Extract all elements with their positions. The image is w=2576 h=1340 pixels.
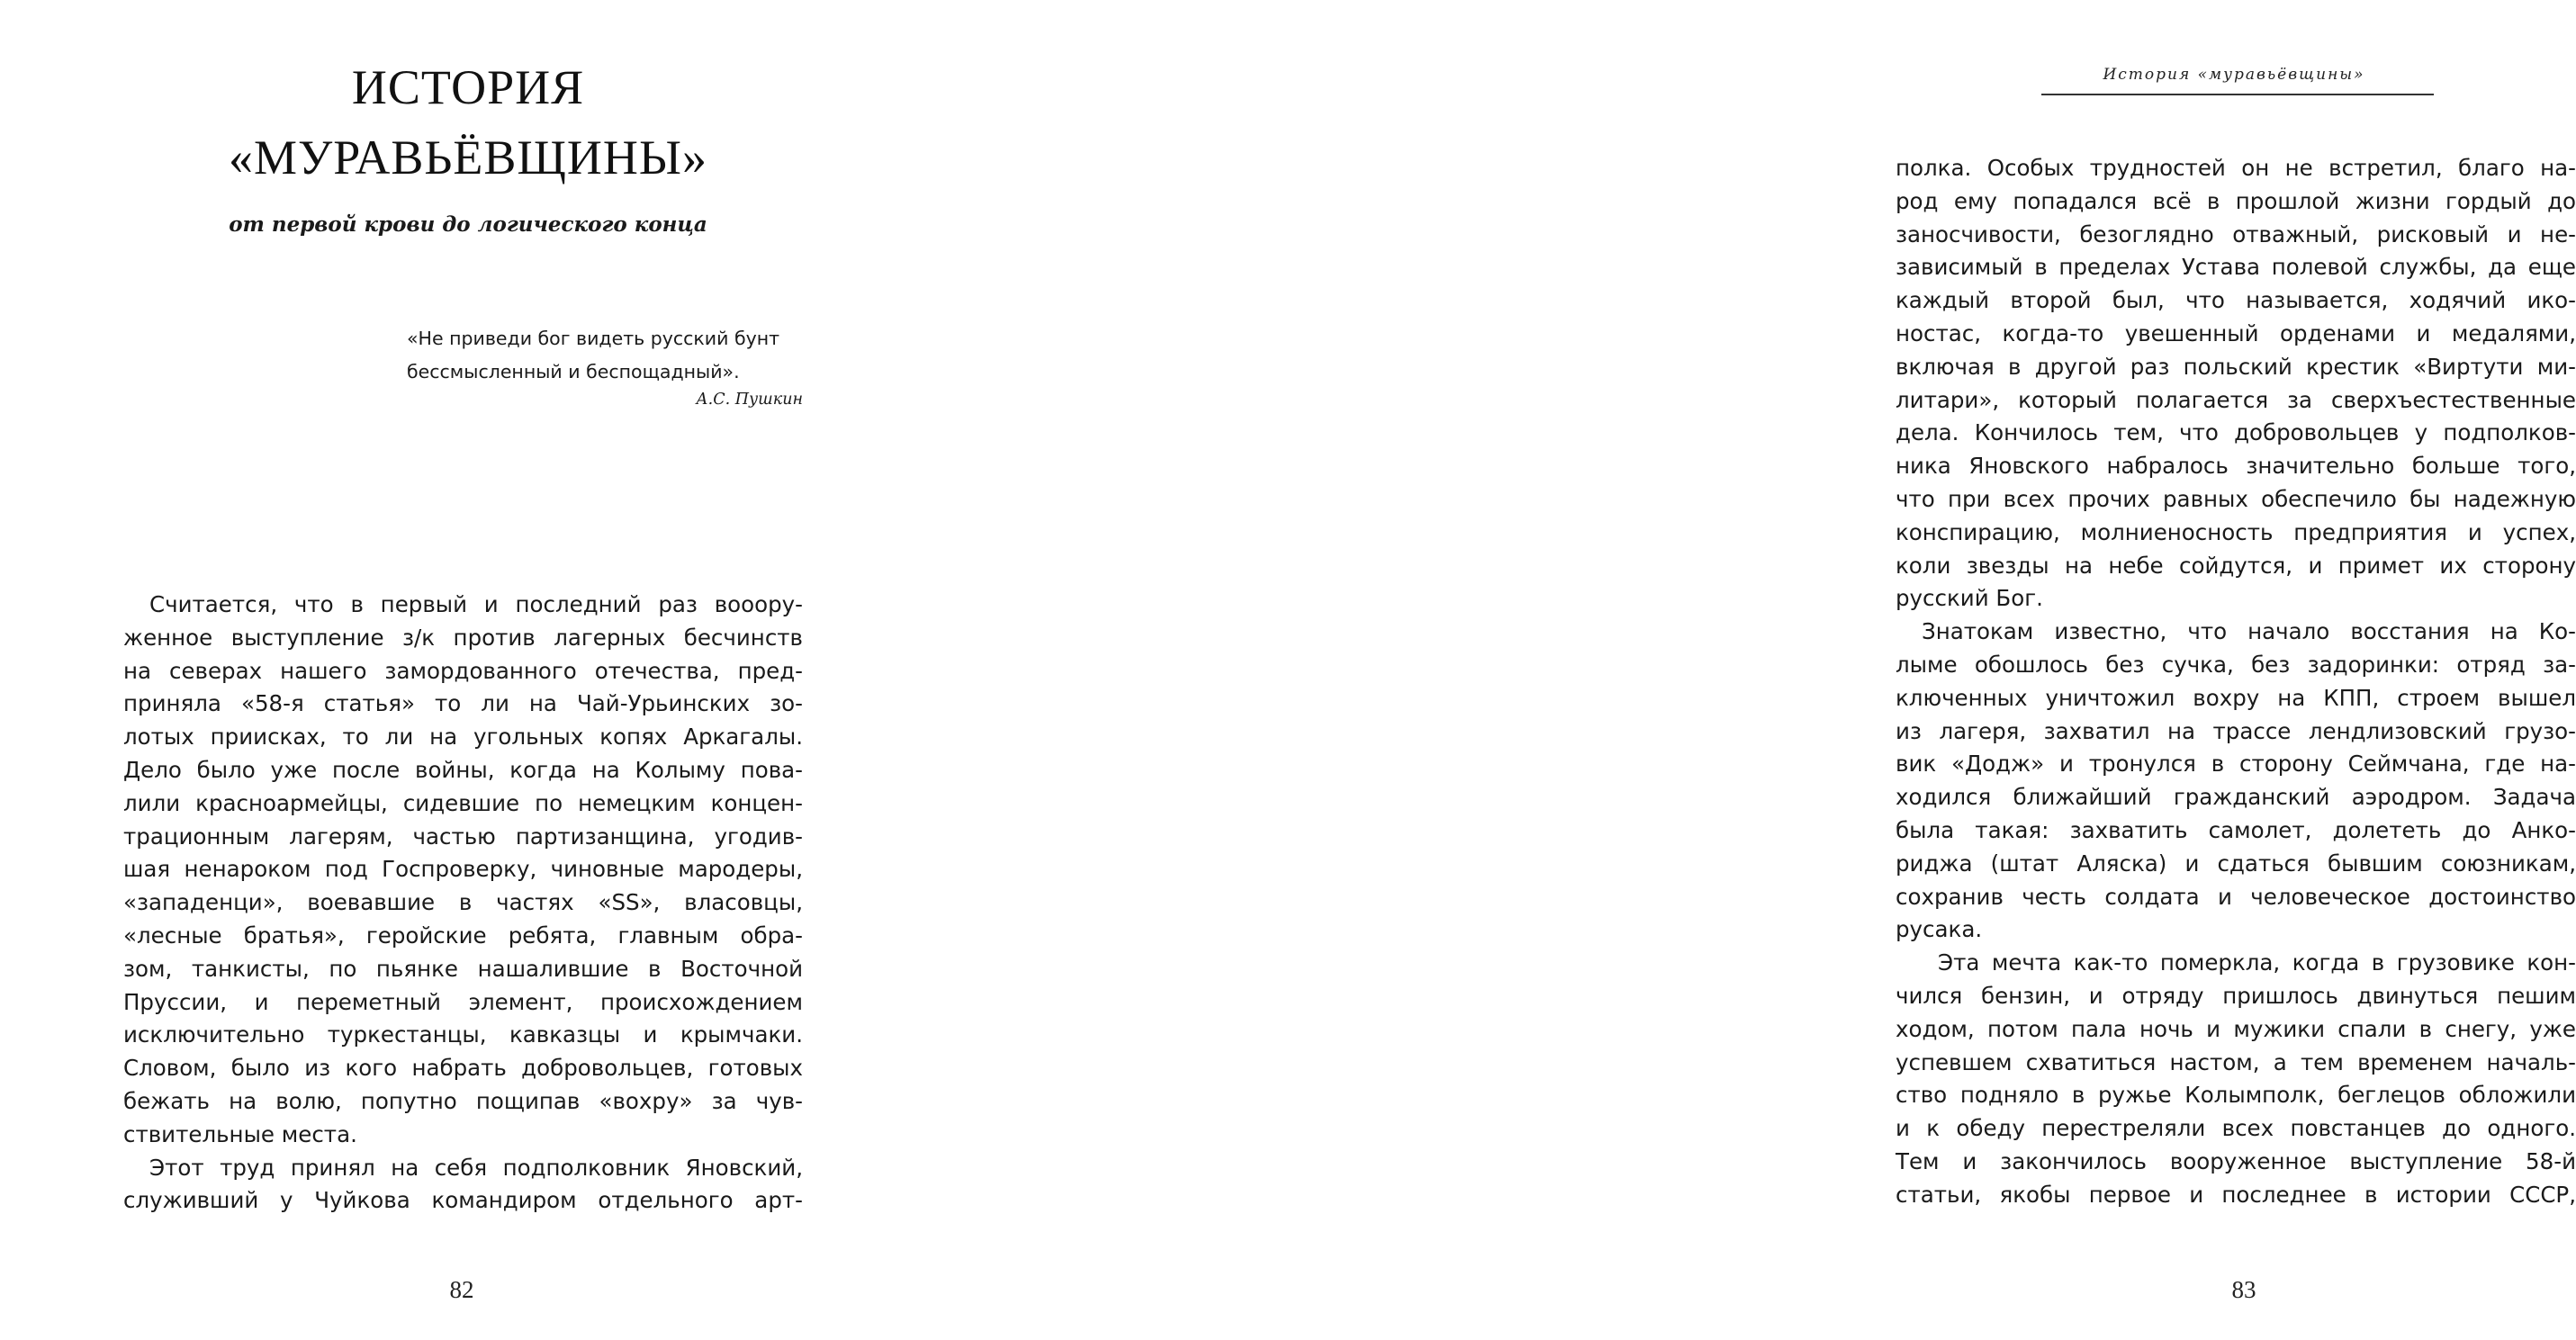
chapter-subtitle: от первой крови до логического конца [229,212,707,237]
page-number: 83 [2231,1276,2256,1303]
left-page [0,0,900,1340]
text-line: «лесные братья», геройские ребята, главным обра- [123,922,803,949]
text-line: служивший у Чуйкова командиром отдельного арт- [123,1187,803,1214]
text-line: каждый второй был, что называется, ходячий ико- [1896,287,2576,314]
text-line: Тем и закончилось вооруженное выступление 58-й [1896,1147,2576,1174]
text-line: и к обеду перестреляли всех повстанцев до одного. [1896,1115,2576,1142]
text-line: ника Яновского набралось значительно больше того, [1896,453,2576,480]
text-line: шая ненароком под Госпроверку, чиновные мародеры, [123,856,803,883]
text-line: бежать на волю, попутно пощипав «вохру» за чув- [123,1087,803,1114]
text-line: женное выступление з/к против лагерных бесчинств [123,624,803,651]
text-line: вик «Додж» и тронулся в сторону Сеймчана, где на- [1896,751,2576,778]
text-line: чился бензин, и отряду пришлось двинуться пешим [1896,982,2576,1009]
text-line: лотых приисках, то ли на угольных копях Аркагалы. [123,724,803,751]
text-line: Дело было уже после войны, когда на Колыму пова- [123,756,803,783]
text-line: Пруссии, и переметный элемент, происхождением [123,988,803,1015]
page-number: 82 [449,1276,474,1303]
text-line: зом, танкисты, по пьянке нашалившие в Восточной [123,955,803,982]
text-line: ство подняло в ружье Колымполк, беглецов обложили [1896,1082,2576,1109]
text-line: конспирацию, молниеносность предприятия и успех, [1896,518,2576,545]
running-head-rule [2041,94,2434,95]
text-line: Считается, что в первый и последний раз вооору- [149,591,803,617]
text-line: на северах нашего замордованного отечества, пред- [123,657,803,684]
text-line: Словом, было из кого набрать добровольцев, готовых [123,1055,803,1082]
text-line: «западенци», воевавшие в частях «SS», власовцы, [123,889,803,916]
text-line: риджа (штат Аляска) и сдаться бывшим союзникам, [1896,850,2576,877]
text-line: ходом, потом пала ночь и мужики спали в снегу, уже [1896,1015,2576,1042]
text-line: литари», который полагается за сверхъестественные [1896,386,2576,413]
text-line: исключительно туркестанцы, кавказцы и крымчаки. [123,1021,803,1048]
text-line: приняла «58-я статья» то ли на Чай-Урьинских зо- [123,690,803,717]
text-line: лыме обошлось без сучка, без задоринки: отряд за- [1896,651,2576,678]
text-line: трационным лагерям, частью партизанщина, угодив- [123,823,803,850]
text-line: ствительные места. [123,1120,357,1147]
text-line: ходился ближайший гражданский аэродром. Задача [1896,784,2576,811]
text-line: что при всех прочих равных обеспечило бы надежную [1896,485,2576,512]
text-line: зависимый в пределах Устава полевой службы, да еще [1896,254,2576,281]
text-line: русский Бог. [1896,585,2043,612]
text-line: дела. Кончилось тем, что добровольцев у подполков- [1896,419,2576,446]
text-line: род ему попадался всё в прошлой жизни гордый до [1896,187,2576,214]
text-line: Эта мечта как-то померкла, когда в грузовике кон- [1938,949,2576,976]
running-head: История «муравьёвщины» [2103,66,2365,84]
text-line: полка. Особых трудностей он не встретил, благо на- [1896,155,2576,181]
text-line: ностас, когда-то увешенный орденами и медалями, [1896,319,2576,346]
right-page [900,0,2576,1340]
epigraph-line: «Не приведи бог видеть русский бунт [407,328,780,349]
text-line: была такая: захватить самолет, долететь до Анко- [1896,816,2576,843]
text-line: коли звезды на небе сойдутся, и примет их сторону [1896,552,2576,579]
text-line: лили красноармейцы, сидевшие по немецким концен- [123,789,803,816]
text-line: сохранив честь солдата и человеческое достоинство [1896,883,2576,910]
epigraph-line: бессмысленный и беспощадный». [407,361,740,382]
text-line: из лагеря, захватил на трассе лендлизовский грузо- [1896,717,2576,744]
epigraph [407,322,803,389]
chapter-title [135,52,801,193]
chapter-title-line: «МУРАВЬЁВЩИНЫ» [229,130,707,184]
text-line: Знатокам известно, что начало восстания на Ко- [1922,618,2576,645]
text-line: русака. [1896,916,1983,943]
text-line: статьи, якобы первое и последнее в истории СССР, [1896,1181,2576,1208]
text-line: включая в другой раз польский крестик «Виртути ми- [1896,353,2576,380]
text-line: ключенных уничтожил вохру на КПП, строем вышел [1896,684,2576,711]
text-line: заносчивости, безоглядно отважный, рисковый и не- [1896,220,2576,247]
left-body-text [123,589,803,1218]
text-line: Этот труд принял на себя подполковник Яновский, [149,1154,803,1181]
text-line: успевшем схватиться настом, а тем временем началь- [1896,1048,2576,1075]
epigraph-author: А.С. Пушкин [696,391,803,409]
right-body-text [1896,152,2576,1212]
chapter-title-line: ИСТОРИЯ [351,60,585,114]
